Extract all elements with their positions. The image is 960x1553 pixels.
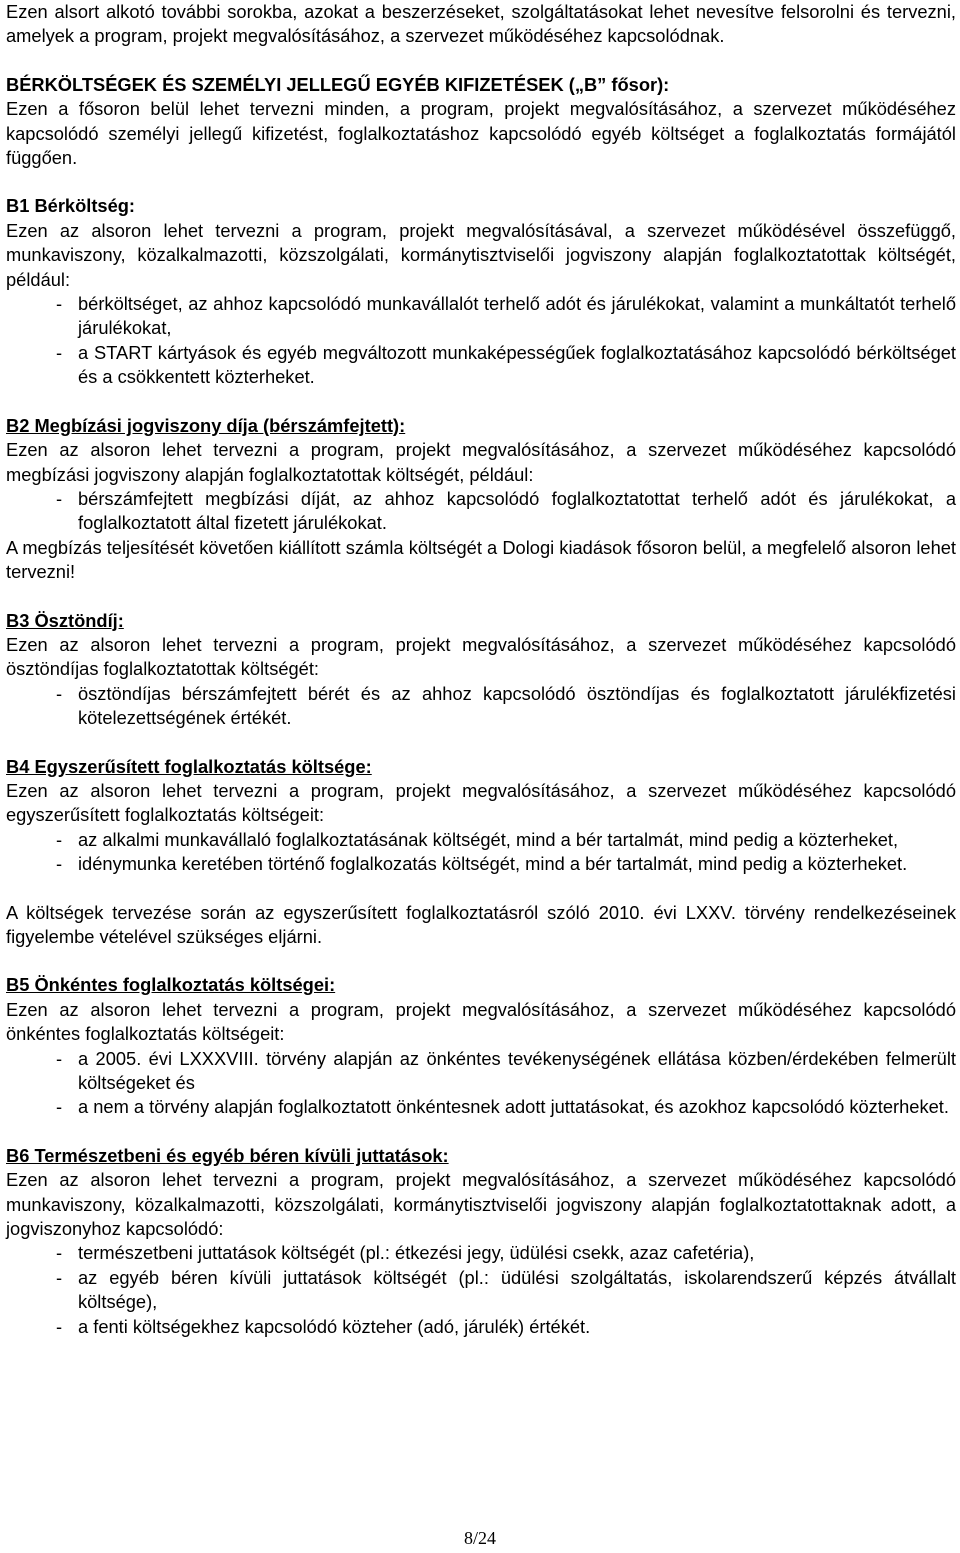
dash-marker: - [56, 1242, 63, 1264]
list-item-text: a 2005. évi LXXXVIII. törvény alapján az önkéntes tevékenységének ellátása közben/érdekében felmerült költségeket és [78, 1047, 956, 1094]
list-item-text: ösztöndíjas bérszámfejtett bérét és az ahhoz kapcsolódó ösztöndíjas és foglalkoztatott járulékfizetési kötelezettségének értékét. [78, 682, 956, 729]
intro-paragraph: Ezen alsort alkotó további sorokba, azokat a beszerzéseket, szolgáltatásokat lehet nevesítve felsorolni és tervezni, amelyek a program, projekt megvalósításához, a szervezet működéséhez kapcsolódnak. [6, 1, 956, 47]
section-b [6, 73, 956, 171]
section-b4 [6, 755, 956, 950]
section-b5 [6, 973, 956, 1119]
list-item [6, 1047, 956, 1096]
dash-marker: - [56, 682, 63, 704]
list-item-text: a START kártyások és egyéb megváltozott munkaképességűek foglalkoztatásához kapcsolódó bérköltséget és a csökkentett közterheket. [78, 341, 956, 388]
b3-list [6, 682, 956, 731]
list-item [6, 487, 956, 536]
list-item [6, 852, 956, 876]
dash-marker: - [56, 487, 63, 509]
b5-title: B5 Önkéntes foglalkoztatás költségei: [6, 974, 336, 996]
b3-text: Ezen az alsoron lehet tervezni a program, projekt megvalósításához, a szervezet működéséhez kapcsolódó ösztöndíjas foglalkoztatottak költségét: [6, 633, 956, 680]
section-b3 [6, 609, 956, 731]
b1-list [6, 292, 956, 390]
list-item [6, 682, 956, 731]
b4-text: Ezen az alsoron lehet tervezni a program, projekt megvalósításához, a szervezet működéséhez kapcsolódó egyszerűsített foglalkoztatás költségeit: [6, 779, 956, 826]
list-item-text: bérszámfejtett megbízási díját, az ahhoz kapcsolódó foglalkoztatottat terhelő adót és járulékokat, a foglalkoztatott által fizetett járulékokat. [78, 487, 956, 534]
dash-marker: - [56, 1315, 63, 1337]
section-b-text: Ezen a fősoron belül lehet tervezni minden, a program, projekt megvalósításához, a szervezet működéséhez kapcsolódó személyi jellegű kifizetést, foglalkoztatáshoz kapcsolódó egyéb költséget a foglalkoztatás formájától függően. [6, 98, 956, 169]
section-b-title: BÉRKÖLTSÉGEK ÉS SZEMÉLYI JELLEGŰ EGYÉB KIFIZETÉSEK („B” fősor): [6, 73, 670, 95]
dash-marker: - [56, 853, 63, 875]
section-b6 [6, 1144, 956, 1339]
b4-title: B4 Egyszerűsített foglalkoztatás költsége: [6, 755, 372, 777]
b6-title: B6 Természetbeni és egyéb béren kívüli juttatások: [6, 1144, 449, 1166]
b6-list [6, 1241, 956, 1339]
b1-title: B1 Bérköltség: [6, 195, 136, 217]
list-item [6, 341, 956, 390]
dash-marker: - [56, 1096, 63, 1118]
list-item [6, 1315, 956, 1339]
list-item-text: az egyéb béren kívüli juttatások költségét (pl.: üdülési szolgáltatás, iskolarendszerű képzés átvállalt költsége), [78, 1266, 956, 1313]
dash-marker: - [56, 341, 63, 363]
b5-text: Ezen az alsoron lehet tervezni a program, projekt megvalósításához, a szervezet működéséhez kapcsolódó önkéntes foglalkoztatás költségeit: [6, 998, 956, 1045]
b6-text: Ezen az alsoron lehet tervezni a program, projekt megvalósításához, a szervezet működéséhez kapcsolódó munkaviszony, közalkalmazotti, közszolgálati, kormánytisztviselői jogviszony alapján foglalkoztatottaknak adott, a jogviszonyhoz kapcsolódó: [6, 1169, 956, 1240]
b1-text: Ezen az alsoron lehet tervezni a program, projekt megvalósításával, a szervezet működésével összefüggő, munkaviszony, közalkalmazotti, közszolgálati, kormánytisztviselői jogviszony alapján foglalkoztatottak költségét, például: [6, 219, 956, 290]
list-item [6, 1241, 956, 1265]
b3-title: B3 Ösztöndíj: [6, 609, 124, 631]
page-number: 8/24 [463, 1528, 496, 1548]
list-item-text: a fenti költségekhez kapcsolódó közteher (adó, járulék) értékét. [78, 1315, 591, 1337]
dash-marker: - [56, 828, 63, 850]
list-item-text: az alkalmi munkavállaló foglalkoztatásának költségét, mind a bér tartalmát, mind pedig a közterheket, [78, 828, 899, 850]
list-item-text: természetbeni juttatások költségét (pl.: étkezési jegy, üdülési csekk, azaz cafetéria), [78, 1242, 755, 1264]
dash-marker: - [56, 1047, 63, 1069]
list-item [6, 292, 956, 341]
section-b2 [6, 414, 956, 585]
list-item-text: idénymunka keretében történő foglalkozatás költségét, mind a bér tartalmát, mind pedig a közterheket. [78, 853, 908, 875]
b2-text: Ezen az alsoron lehet tervezni a program, projekt megvalósításához, a szervezet működéséhez kapcsolódó megbízási jogviszony alapján foglalkoztatottak költségét, például: [6, 439, 956, 485]
list-item-text: bérköltséget, az ahhoz kapcsolódó munkavállalót terhelő adót és járulékokat, valamint a munkáltatót terhelő járulékokat, [78, 293, 956, 339]
b2-note: A megbízás teljesítését követően kiállított számla költségét a Dologi kiadások fősoron belül, a megfelelő alsoron lehet tervezni! [6, 536, 956, 583]
list-item [6, 1266, 956, 1315]
b4-list [6, 828, 956, 877]
dash-marker: - [56, 293, 63, 315]
b5-list [6, 1047, 956, 1120]
b2-list [6, 487, 956, 536]
list-item-text: a nem a törvény alapján foglalkoztatott önkéntesnek adott juttatásokat, és azokhoz kapcsolódó közterheket. [78, 1096, 949, 1118]
list-item [6, 1095, 956, 1119]
dash-marker: - [56, 1266, 63, 1288]
b4-note: A költségek tervezése során az egyszerűsített foglalkoztatásról szóló 2010. évi LXXV. törvény rendelkezéseinek figyelembe vételével szükséges eljárni. [6, 901, 956, 947]
section-b1 [6, 194, 956, 389]
b2-title: B2 Megbízási jogviszony díja (bérszámfejtett): [6, 414, 406, 436]
document-page [6, 0, 956, 1339]
list-item [6, 828, 956, 852]
